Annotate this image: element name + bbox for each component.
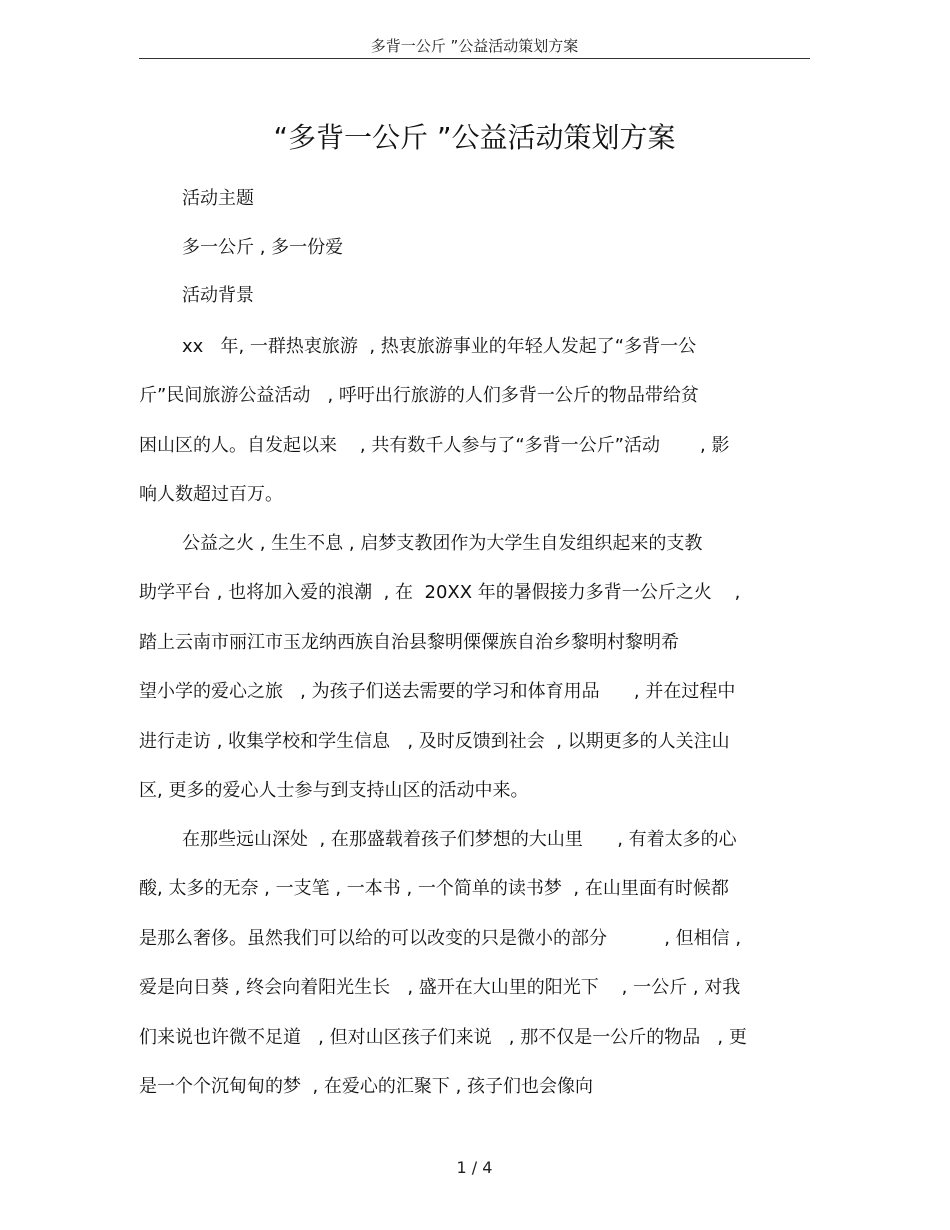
paragraph-line: 酸, 太多的无奈 , 一支笔 , 一本书 , 一个简单的读书梦 , 在山里面有时候都: [139, 878, 729, 899]
paragraph-line: 公益之火 , 生生不息 , 启梦支教团作为大学生自发组织起来的支教: [182, 533, 703, 554]
paragraph-line: 斤”民间旅游公益活动 , 呼吁出行旅游的人们多背一公斤的物品带给贫: [139, 385, 699, 406]
page-number: 1 / 4: [456, 1158, 493, 1177]
paragraph-line: 爱是向日葵 , 终会向着阳光生长 , 盛开在大山里的阳光下 , 一公斤 , 对我: [139, 977, 741, 998]
paragraph-line: 在那些远山深处 , 在那盛载着孩子们梦想的大山里 , 有着太多的心: [182, 829, 737, 850]
paragraph-line: 是那么奢侈。虽然我们可以给的可以改变的只是微小的部分 , 但相信 ,: [139, 928, 742, 949]
running-header: 多背一公斤 ”公益活动策划方案: [370, 37, 579, 55]
paragraph-line: 踏上云南市丽江市玉龙纳西族自治县黎明傈僳族自治乡黎明村黎明希: [139, 632, 679, 653]
section-heading-background: 活动背景: [182, 285, 254, 306]
paragraph-line: 助学平台 , 也将加入爱的浪潮 , 在 20XX 年的暑假接力多背一公斤之火 ,: [139, 582, 741, 603]
paragraph-line: 们来说也许微不足道 , 但对山区孩子们来说 , 那不仅是一公斤的物品 , 更: [139, 1027, 747, 1048]
section-heading-theme: 活动主题: [182, 188, 254, 209]
paragraph-line: 区, 更多的爱心人士参与到支持山区的活动中来。: [139, 780, 529, 801]
paragraph-line: 进行走访 , 收集学校和学生信息 , 及时反馈到社会 , 以期更多的人关注山: [139, 731, 730, 752]
theme-text: 多一公斤 , 多一份爱: [182, 237, 344, 258]
document-title: “多背一公斤 ”公益活动策划方案: [273, 121, 676, 154]
header-rule: [139, 58, 810, 59]
paragraph-line: xx 年, 一群热衷旅游 , 热衷旅游事业的年轻人发起了“多背一公: [182, 336, 697, 357]
paragraph-line: 困山区的人。自发起以来 , 共有数千人参与了“多背一公斤”活动 , 影: [139, 435, 730, 456]
paragraph-line: 望小学的爱心之旅 , 为孩子们送去需要的学习和体育用品 , 并在过程中: [139, 681, 736, 702]
paragraph-line: 是一个个沉甸甸的梦 , 在爱心的汇聚下 , 孩子们也会像向: [139, 1076, 594, 1097]
paragraph-line: 响人数超过百万。: [139, 484, 283, 505]
